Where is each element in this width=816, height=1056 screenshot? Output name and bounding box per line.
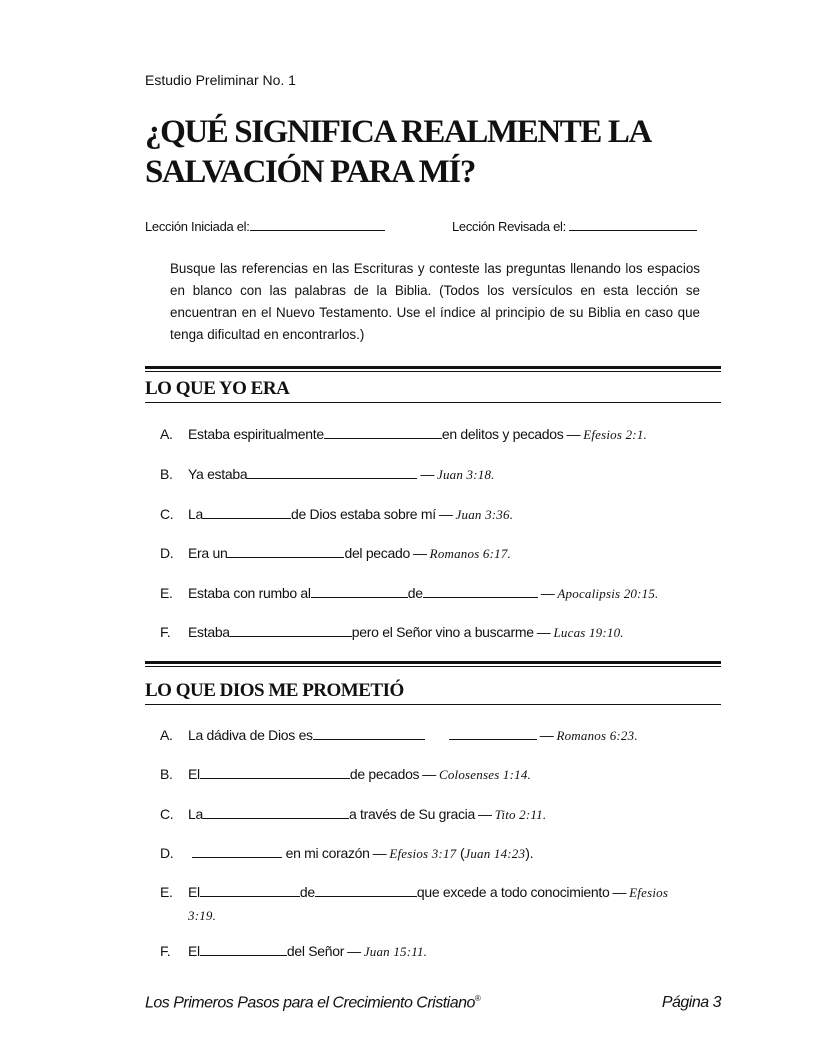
- scripture-reference: Romanos 6:23.: [556, 728, 638, 743]
- list-item: F. Estaba pero el Señor vino a buscarme — Lucas 19:10.: [160, 624, 624, 640]
- scripture-reference: Efesios 2:1.: [583, 427, 647, 442]
- list-item: E. Estaba con rumbo al de — Apocalipsis 20:15.: [160, 585, 659, 601]
- list-item: A. La dádiva de Dios es — Romanos 6:23.: [160, 727, 638, 743]
- preliminary-label: Estudio Preliminar No. 1: [145, 72, 296, 88]
- page-title: [145, 112, 721, 192]
- title-line-1: ¿QUÉ SIGNIFICA REALMENTE LA: [145, 114, 651, 150]
- answer-blank[interactable]: [311, 584, 408, 598]
- answer-blank[interactable]: [313, 726, 425, 740]
- answer-blank[interactable]: [203, 505, 291, 519]
- list-item: E. El de que excede a todo conocimiento — Efesios 3:19.: [160, 884, 669, 923]
- answer-blank[interactable]: [200, 942, 287, 956]
- scripture-reference: Colosenses 1:14.: [438, 767, 531, 782]
- answer-blank[interactable]: [449, 726, 537, 740]
- scripture-reference: Efesios 3:17: [389, 846, 457, 861]
- list-item: D. en mi corazón — Efesios 3:17 (Juan 14:23).: [160, 845, 534, 861]
- answer-blank[interactable]: [423, 584, 538, 598]
- reviewed-label: Lección Revisada el:: [452, 219, 566, 234]
- answer-blank[interactable]: [192, 844, 282, 858]
- list-item: B. El de pecados — Colosenses 1:14.: [160, 766, 531, 782]
- section-rule: [145, 661, 721, 664]
- section-rule: [145, 366, 721, 369]
- scripture-reference: Juan 15:11.: [363, 944, 428, 959]
- list-item: B. Ya estaba — Juan 3:18.: [160, 466, 495, 482]
- scripture-reference: Juan 3:18.: [437, 467, 495, 482]
- scripture-reference: Apocalipsis 20:15.: [557, 586, 659, 601]
- scripture-reference-continued: 3:19.: [188, 908, 217, 923]
- answer-blank[interactable]: [200, 883, 300, 897]
- answer-blank[interactable]: [230, 623, 352, 637]
- answer-blank[interactable]: [247, 465, 417, 479]
- section-rule-thin: [145, 666, 721, 667]
- instructions-paragraph: Busque las referencias en las Escrituras y conteste las preguntas llenando los espacios en blanco con las palabras de la Biblia. (Todos los versículos en esta lección se encuentran en el Nuevo Testamento. Use el índice al principio de su Biblia en caso que tenga dificultad en encontrarlos.): [170, 261, 700, 342]
- section-rule-thin: [145, 371, 721, 372]
- scripture-reference: Juan 14:23: [464, 846, 526, 861]
- list-item: C. La a través de Su gracia — Tito 2:11.: [160, 806, 547, 822]
- started-label: Lección Iniciada el:: [145, 219, 250, 234]
- answer-blank[interactable]: [203, 805, 349, 819]
- footer-book-title: Los Primeros Pasos para el Crecimiento Cristiano: [145, 994, 475, 1012]
- list-item: D. Era un del pecado — Romanos 6:17.: [160, 545, 511, 561]
- answer-blank[interactable]: [227, 544, 344, 558]
- started-date-blank[interactable]: [250, 218, 385, 231]
- reviewed-date-blank[interactable]: [569, 218, 697, 231]
- answer-blank[interactable]: [324, 425, 442, 439]
- title-line-2: SALVACIÓN PARA MÍ?: [145, 154, 475, 190]
- answer-blank[interactable]: [315, 883, 417, 897]
- section-heading-lo-que-yo-era: LO QUE YO ERA: [145, 376, 721, 403]
- list-item: A. Estaba espiritualmente en delitos y pecados — Efesios 2:1.: [160, 426, 647, 442]
- scripture-reference: Juan 3:36.: [455, 507, 514, 522]
- scripture-reference: Tito 2:11.: [494, 807, 547, 822]
- list-item: C. La de Dios estaba sobre mí — Juan 3:36.: [160, 506, 514, 522]
- scripture-reference: Efesios: [629, 885, 669, 900]
- page-number: Página 3: [661, 994, 721, 1011]
- registered-mark: ®: [474, 994, 481, 1003]
- scripture-reference: Romanos 6:17.: [429, 546, 511, 561]
- answer-blank[interactable]: [200, 765, 350, 779]
- list-item: F. El del Señor — Juan 15:11.: [160, 943, 428, 959]
- scripture-reference: Lucas 19:10.: [553, 625, 624, 640]
- section-heading-lo-que-dios-me-prometio: LO QUE DIOS ME PROMETIÓ: [145, 678, 721, 705]
